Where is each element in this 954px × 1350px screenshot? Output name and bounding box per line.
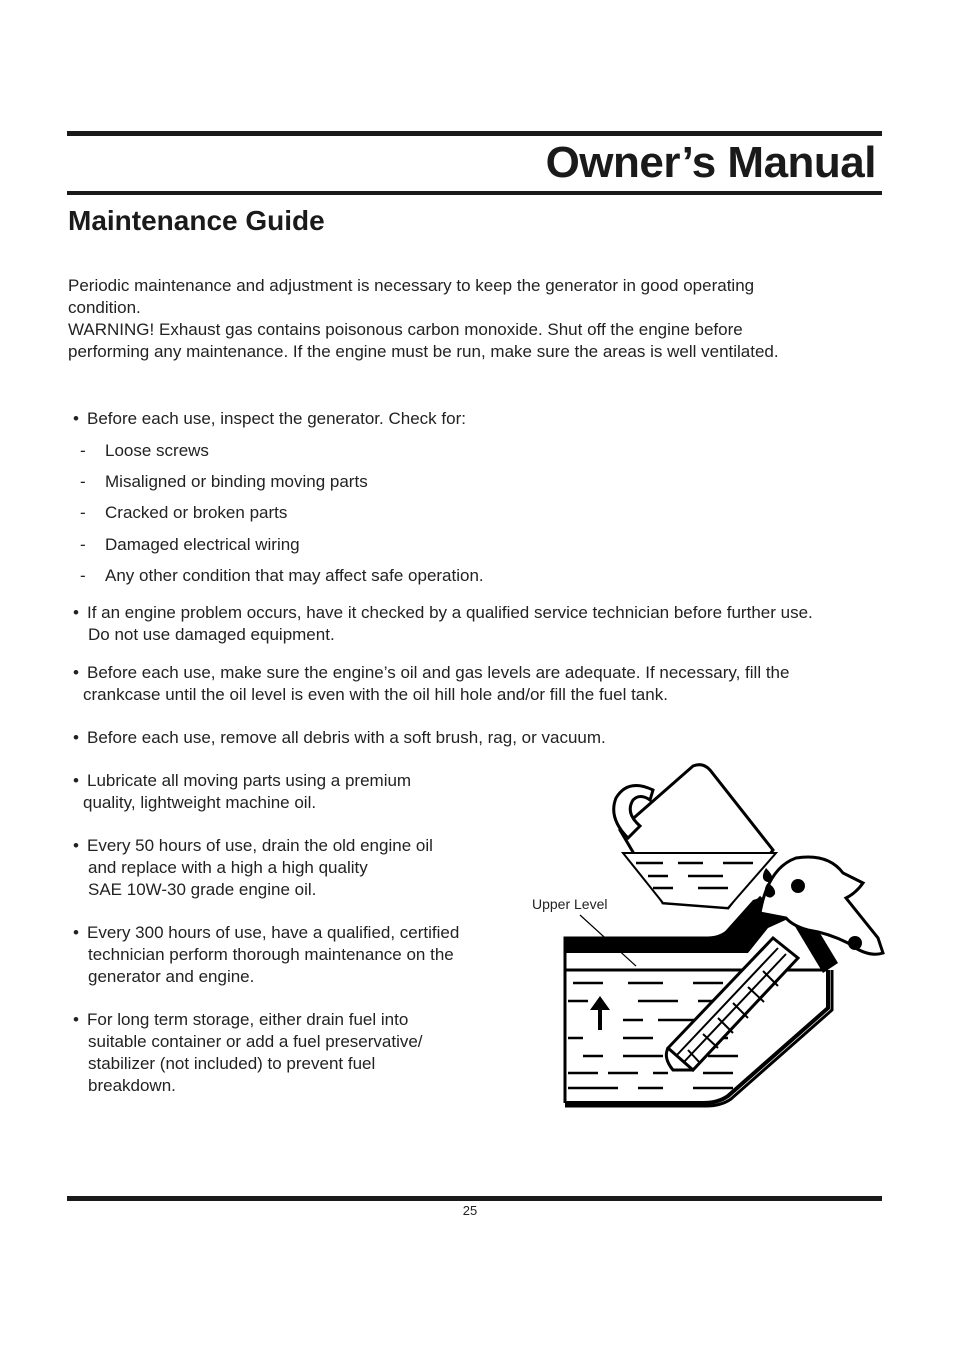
service-bullet: • Every 300 hours of use, have a qualified, certified technician perform thorough maintenance on the generator and engine. (73, 923, 460, 986)
warning-line: performing any maintenance. If the engine must be run, make sure the areas is well ventilated. (68, 342, 779, 361)
oil-change-bullet: • Every 50 hours of use, drain the old engine oil and replace with a high a high quality SAE 10W-30 grade engine oil. (73, 836, 433, 899)
check-item: - Loose screws (80, 441, 209, 460)
check-item: - Any other condition that may affect safe operation. (80, 566, 484, 585)
levels-bullet: • Before each use, make sure the engine’s oil and gas levels are adequate. If necessary, fill the crankcase until the oil level is even with the oil hill hole and/or fill the fuel tank. (73, 663, 790, 704)
section-title: Maintenance Guide (68, 205, 325, 236)
intro-line: condition. (68, 298, 141, 317)
intro-line: Periodic maintenance and adjustment is necessary to keep the generator in good operating (68, 276, 755, 295)
oil-fill-illustration (528, 758, 888, 1110)
intro-text (68, 275, 868, 363)
oil-pitcher-illustration (614, 765, 776, 908)
inspect-bullet: • Before each use, inspect the generator. Check for: (73, 409, 466, 428)
debris-bullet: • Before each use, remove all debris with a soft brush, rag, or vacuum. (73, 728, 606, 747)
lubricate-bullet: • Lubricate all moving parts using a premium quality, lightweight machine oil. (73, 771, 412, 812)
header-bottom-rule (67, 191, 882, 195)
footer-rule (67, 1196, 882, 1201)
page-number: 25 (462, 1203, 478, 1218)
problem-bullet: • If an engine problem occurs, have it checked by a qualified service technician before further use. Do not use damaged equipment. (73, 603, 813, 644)
crankcase-illustration (565, 893, 832, 1106)
check-item: - Damaged electrical wiring (80, 535, 300, 554)
warning-line: WARNING! Exhaust gas contains poisonous carbon monoxide. Shut off the engine before (68, 320, 743, 339)
upper-level-label: Upper Level (532, 896, 608, 912)
manual-title: Owner’s Manual (545, 138, 876, 187)
header-top-rule (67, 131, 882, 136)
check-item: - Cracked or broken parts (80, 503, 288, 522)
inspect-lead: Before each use, inspect the generator. Check for: (87, 409, 466, 428)
storage-bullet: • For long term storage, either drain fuel into suitable container or add a fuel preservative/ stabilizer (not included) to prevent fuel breakdown. (73, 1010, 423, 1095)
check-item: - Misaligned or binding moving parts (80, 472, 368, 491)
